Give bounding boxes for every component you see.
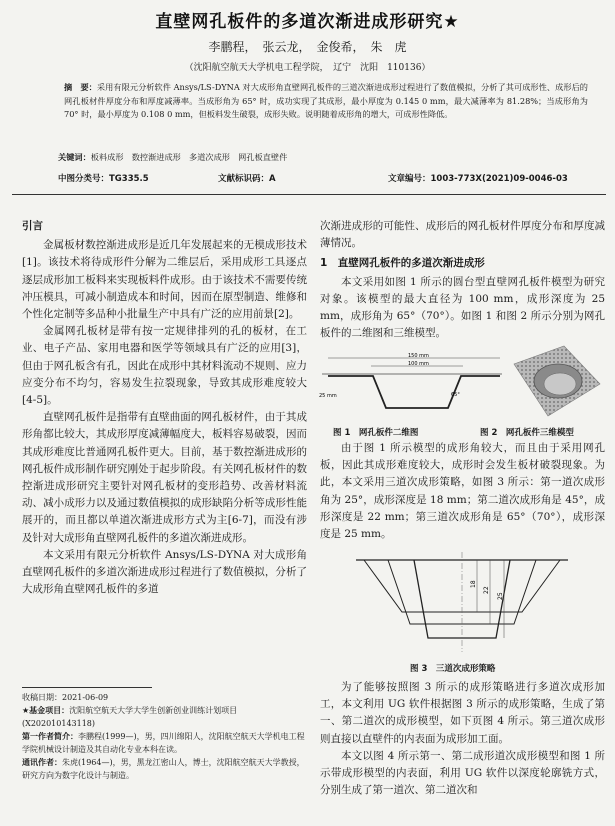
abstract xyxy=(64,81,588,122)
footnote-divider xyxy=(22,687,152,688)
figure-2-caption: 图 2 网孔板件三维模型 xyxy=(480,428,574,438)
keywords-text: 板料成形 数控渐进成形 多道次成形 网孔板直壁件 xyxy=(90,152,288,162)
dim-25b: 25 xyxy=(497,592,504,600)
abstract-label: 摘 要： xyxy=(64,82,97,92)
affiliation: （沈阳航空航天大学机电工程学院， 辽宁 沈阳 110136） xyxy=(184,63,431,73)
intro-heading: 引言 xyxy=(22,220,43,232)
left-column xyxy=(22,218,307,598)
keywords xyxy=(58,152,287,163)
page-title: 直壁网孔板件的多道次渐进成形研究★ xyxy=(155,12,460,32)
figure-1-drawing xyxy=(318,352,503,418)
paragraph: 直壁网孔板件是指带有直壁曲面的网孔板材件，由于其成形角都比较大，其成形厚度减薄幅度大，板料容易破裂，因而其成形难度比普通网孔板件更大。目前，基于数控渐进成形的网孔板件成形制作研究刚处于起步阶段。有关网孔板材件的数控渐进成形研究主要针对网孔板材的变形趋势、改善材料流动、减小成形力以及通过数值模拟的成形缺陷分析等成形性能展开的，而且都以单道次渐进成形方式为主[6-7]，而没有涉及针对大成形角直壁网孔板件的多道次渐进成形。 xyxy=(22,411,307,544)
paragraph: 金属板材数控渐进成形是近几年发展起来的无模成形技术[1]。该技术将待成形件分解为二维层后，采用成形工具逐点逐层成形加工板料来实现板料件成形。由于该技术不需要传统冲压模具，可减小制造成本和时间，因而在原型制造、维修和个性化定制等多品种小批量生产中具有广泛的应用前景[2]。 xyxy=(22,239,307,321)
figure-2-3d-model xyxy=(512,344,602,418)
footnotes xyxy=(22,691,307,782)
dim-150: 150 mm xyxy=(408,353,429,359)
header-divider xyxy=(12,194,606,195)
first-author-note: 第一作者简介：李鹏程(1999—)，男，四川绵阳人，沈阳航空航天大学机电工程学院机械设计制造及其自动化专业本科在读。 xyxy=(22,732,305,754)
keywords-label: 关键词： xyxy=(58,152,91,162)
authors: 李鹏程， 张云龙， 金俊希， 朱 虎 xyxy=(208,40,407,54)
received-date: 收稿日期：2021-06-09 xyxy=(22,693,109,702)
clc-number: 中图分类号：TG335.5 xyxy=(58,174,149,184)
paragraph: 金属网孔板材是带有按一定规律排列的孔的板材，在工业、电子产品、家用电器和医学等领域具有广泛的应用[3]，但由于网孔板含有孔，因此在成形中其材料流动不规则、应力应变分布不均匀，容易发生拉裂现象，导致其成形难度较大[4-5]。 xyxy=(22,325,307,407)
abstract-text: 采用有限元分析软件 Ansys/LS-DYNA 对大成形角直壁网孔板件的三道次渐进成形过程进行了数值模拟，分析了其可成形性、成形后的网孔板材件厚度分布和厚度减薄率。当成形角为 65° 时，成功实现了其成形，最小厚度为 0.145 0 mm，最大减薄率为 81.28%；当成形角为 70° 时，最小厚度为 0.108 0 mm，但板料发生破裂，成形失败。说明随着成形角的增大，可成形性降低。 xyxy=(64,82,588,120)
paragraph: 本文采用有限元分析软件 Ansys/LS-DYNA 对大成形角直壁网孔板件的多道次渐进成形过程进行了数值模拟，分析了大成形角直壁网孔板件的多道 xyxy=(22,548,307,596)
dim-18: 18 xyxy=(470,580,477,588)
corresponding-author-note: 通讯作者：朱虎(1964—)，男，黑龙江密山人，博士，沈阳航空航天大学教授，研究方向为数字化设计与制造。 xyxy=(22,758,305,780)
dim-22: 22 xyxy=(483,586,490,594)
figure-1-caption: 图 1 网孔板件二维图 xyxy=(333,428,419,438)
right-column-mid xyxy=(320,440,605,543)
dim-25: 25 mm xyxy=(319,393,337,399)
figure-3-drawing xyxy=(352,552,572,656)
fund-note: ★基金项目：沈阳航空航天大学大学生创新创业训练计划项目(X202010143118) xyxy=(22,706,238,728)
paragraph: 本文以图 4 所示第一、第二成形道次成形模型和图 1 所示带成形模型的内表面，利用 UG 软件以深度轮廓铣方式，分别生成了第一道次、第二道次和 xyxy=(320,749,605,797)
paragraph: 由于图 1 所示模型的成形角较大，而且由于采用网孔板，因此其成形难度较大，成形时会发生板材破裂现象。为此，本文采用三道次成形策略，如图 3 所示：第一道次成形角为 25°，成形深度是 18 mm；第二道次成形角是 45°，成形深度是 22 mm；第三道次成形角是 65°（70°），成形深度是 25 mm。 xyxy=(320,442,605,541)
paragraph: 次渐进成形的可能性、成形后的网孔板材件厚度分布和厚度减薄情况。 xyxy=(320,220,605,250)
document-code: 文献标识码：A xyxy=(218,174,276,184)
dim-100: 100 mm xyxy=(408,361,429,367)
article-number: 文章编号：1003-773X(2021)09-0046-03 xyxy=(388,174,568,184)
right-column-bottom xyxy=(320,679,605,799)
paragraph: 本文采用如图 1 所示的圆台型直壁网孔板件模型为研究对象。该模型的最大直径为 100 mm，成形深度为 25 mm，成形角为 65°（70°）。如图 1 和图 2 所示分别为网孔板件的二维图和三维模型。 xyxy=(320,275,605,340)
paragraph: 为了能够按照图 3 所示的成形策略进行多道次成形加工，本文利用 UG 软件根据图 3 所示的成形策略，生成了第一、第二道次的成形模型，如下页图 4 所示。第三道次成形则直接以直壁件的内表面为成形加工面。 xyxy=(320,681,605,745)
dim-65: 65° xyxy=(451,392,460,398)
figure-3-caption: 图 3 三道次成形策略 xyxy=(410,664,496,674)
section-1-heading: 1 直壁网孔板件的多道次渐进成形 xyxy=(320,257,485,270)
right-column-top xyxy=(320,218,605,342)
